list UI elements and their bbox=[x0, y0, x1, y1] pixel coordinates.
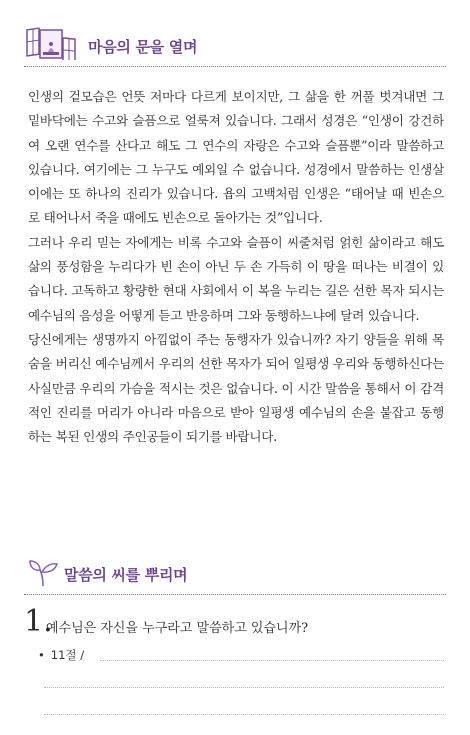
section-title: 마음의 문을 열며 bbox=[88, 38, 198, 56]
question-number: 1. bbox=[24, 604, 53, 639]
intro-body bbox=[28, 85, 444, 449]
section-title: 말씀의 씨를 뿌리며 bbox=[64, 566, 188, 584]
section-header-open-heart bbox=[24, 26, 446, 67]
answer-line[interactable] bbox=[100, 660, 444, 661]
verse-reference bbox=[38, 647, 84, 663]
question-text: 예수님은 자신을 누구라고 말씀하고 있습니까? bbox=[46, 621, 309, 636]
paragraph: 인생의 겉모습은 언뜻 저마다 다르게 보이지만, 그 삶을 한 꺼풀 벗겨내면 그 밑바닥에는 수고와 슬픔으로 얼룩져 있습니다. 그래서 성경은 “인생이 강건하여 오랜 연수를 산다고 해도 그 연수의 자랑은 수고와 슬픔뿐”이라 말씀하고 있습니다. 여기에는 그 누구도 예외일 수 없습니다. 성경에서 말씀하는 인생살이에는 또 하나의 진리가 있습니다. 욥의 고백처럼 인생은 “태어날 때 빈손으로 태어나서 죽을 때에도 빈손으로 돌아가는 것”입니다. bbox=[28, 89, 444, 226]
bullet: • bbox=[38, 648, 45, 662]
sprout-icon bbox=[28, 557, 58, 591]
paragraph: 당신에게는 생명까지 아낌없이 주는 동행자가 있습니까? 자기 양들을 위해 목숨을 버리신 예수님께서 우리의 선한 목자가 되어 일평생 우리와 동행하신다는 사실만큼 우리의 가슴을 적시는 것은 없습니다. 이 시간 말씀을 통해서 이 감격적인 진리를 머리가 아니라 마음으로 받아 일평생 예수님의 손을 붙잡고 동행하는 복된 인생의 주인공들이 되기를 바랍니다. bbox=[28, 331, 444, 445]
open-window-icon bbox=[26, 26, 76, 64]
answer-line[interactable] bbox=[44, 687, 444, 688]
verse-ref: 11절 / bbox=[50, 648, 85, 662]
section-header-sow-word bbox=[24, 554, 446, 595]
paragraph: 그러나 우리 믿는 자에게는 비록 수고와 슬픔이 씨줄처럼 얽힌 삶이라고 해도 삶의 풍성함을 누리다가 빈 손이 아닌 두 손 가득히 이 땅을 떠나는 비결이 있습니다. 고독하고 황량한 현대 사회에서 이 복을 누리는 길은 선한 목자 되시는 예수님의 음성을 어떻게 듣고 반응하며 그와 동행하느냐에 달려 있습니다. bbox=[28, 234, 444, 323]
answer-line[interactable] bbox=[44, 714, 444, 715]
